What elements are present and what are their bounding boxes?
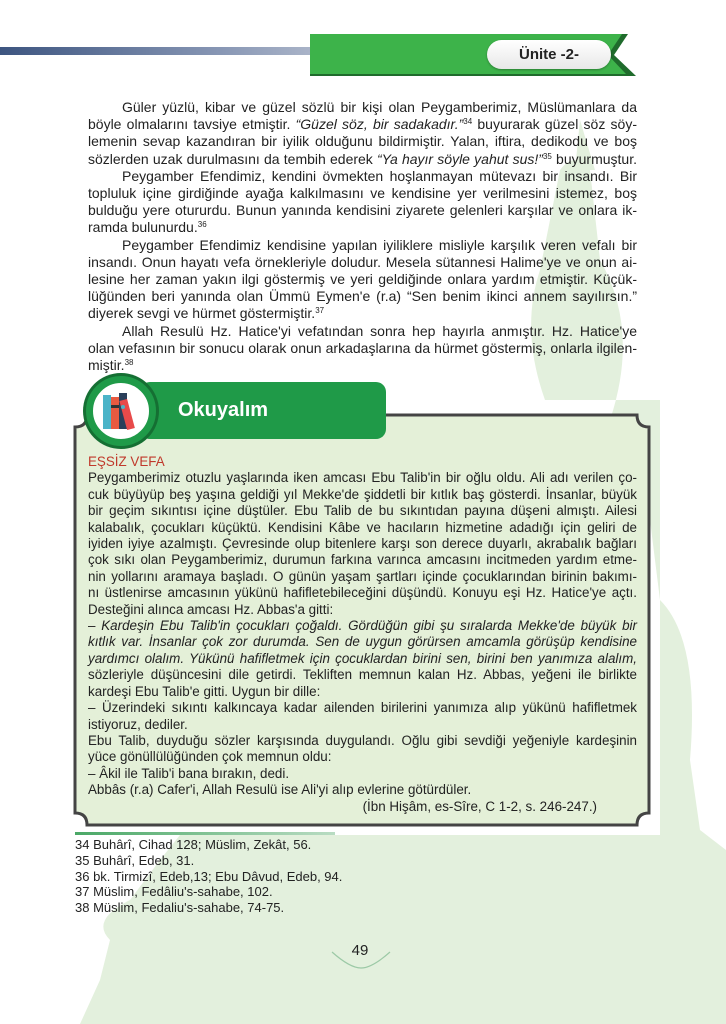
books-icon: [86, 376, 156, 446]
text-line: [88, 733, 637, 749]
text-segment: bir geçim sıkıntısı içine düştüler. Ebu Talib de bu sıkıntıdan payına düşeni almıştı. Ailesi: [88, 503, 637, 519]
text-segment: sözleriyle düşüncesini dile getirdi. Tekliften memnun kalan Hz. Abbas, yeğeni ile birlikte: [88, 667, 637, 683]
text-segment: Peygamber Efendimiz kendisine yapılan iyiliklere misliyle karşılık veren vefalı bir: [122, 236, 637, 253]
text-line: [88, 667, 637, 683]
text-segment: lüğünden beri yanında olan Ümmü Eymen'e (r.a) “Sen benim ikinci annem sayılırsın.”: [88, 288, 637, 305]
text-segment: Abbâs (r.a) Cafer'i, Allah Resulü ise Ali'yi alıp evlerine götürdüler.: [88, 782, 472, 798]
text-segment: buyurmuştur.: [551, 150, 637, 167]
text-line: [88, 536, 637, 552]
text-segment: lesine her zaman yakın ilgi göstermiş ve yeri geldiğinde onlara yardım etmiştir. Küçük-: [88, 271, 637, 288]
text-line: [88, 357, 637, 374]
text-segment: Allah Resulü Hz. Hatice'yi vefatından sonra hep hayırla anmıştır. Hz. Hatice'ye: [122, 322, 637, 339]
footnote-ref: 36: [197, 220, 207, 230]
footnote-ref: 35: [542, 151, 552, 161]
text-segment: kardeşi Ebu Talib'e gitti. Uygun bir dille:: [88, 683, 321, 699]
text-line: [88, 340, 637, 357]
text-line: [88, 185, 637, 202]
text-line: [88, 470, 637, 486]
page-number: 49: [351, 942, 369, 959]
text-line: [88, 700, 637, 716]
text-line: [88, 99, 637, 116]
footnote: 34 Buhârî, Cihad 128; Müslim, Zekât, 56.: [75, 837, 312, 852]
footnote: 35 Buhârî, Edeb, 31.: [75, 852, 195, 868]
text-line: [88, 782, 637, 798]
text-line: [88, 237, 637, 254]
text-line: [88, 323, 637, 340]
footnote-ref: 34: [463, 117, 473, 127]
text-line: [88, 116, 637, 133]
text-segment: çok sıkı olan Peygamberimiz, durumun farkına varınca amcasını incitmeden yardım etme-: [88, 552, 637, 568]
text-segment: cuk büyüyüp beş yaşına geldiği yıl Mekke'de şiddetli bir kıtlık baş gösterdi. İnsanlar, büyük: [88, 486, 637, 502]
text-segment: kalabalık, çocukları küçüktü. Kendisini Kâbe ve hacıların hizmetine adadığı için geliri de: [88, 519, 637, 535]
text-line: [88, 634, 637, 650]
text-segment: nin yollarını aramaya başladı. O günün yaşam şartları içinde çocuklarından birinin bakımı-: [88, 568, 637, 584]
unit-label: Ünite -2-: [487, 40, 611, 69]
text-segment: Ebu Talib, duyduğu sözler karşısında duygulandı. Oğlu gibi sevdiği yeğeniyle kardeşinin: [88, 732, 637, 748]
text-segment: insandı. Onun hayatı vefa örnekleriyle doludur. Mesela sütannesi Halime'ye ve onun ai-: [88, 253, 637, 270]
text-segment: ramda bulunurdu.: [88, 219, 198, 236]
text-segment: “Güzel söz, bir sadakadır.”: [295, 116, 464, 133]
text-segment: olan vefasının bir sonucu olarak onun arkadaşlarına da hürmet göstermiş, onlarla ilgilen-: [88, 339, 637, 356]
text-segment: Güler yüzlü, kibar ve güzel sözlü bir kişi olan Peygamberimiz, Müslümanlara da: [122, 99, 637, 115]
reading-text: [88, 454, 637, 815]
footnote: 37 Müslim, Fedâliu's-sahabe, 102.: [75, 884, 273, 900]
text-segment: buyurarak güzel söz söy-: [472, 116, 637, 133]
text-segment: – Üzerindeki sıkıntı kalkıncaya kadar ailenden birilerini yanımıza alıp yükünü hafifletmek: [88, 700, 637, 716]
text-line: [88, 168, 637, 185]
text-segment: lemenin sevap kazandıran bir iyilik olduğunu bildirmiştir. Yalan, iftira, dedikodu ve boş: [88, 133, 637, 150]
header-line: [0, 47, 312, 55]
text-line: [88, 684, 637, 700]
text-segment: diyerek sevgi ve hürmet göstermiştir.: [88, 305, 316, 322]
text-segment: Kardeşin Ebu Talib'in çocukları çoğaldı. Gördüğün gibi şu sıralarda Mekke'de büyük bir: [101, 618, 637, 634]
text-segment: yüce gönüllülüğünden çok memnun oldu:: [88, 749, 332, 765]
text-line: [88, 552, 637, 568]
text-line: [88, 288, 637, 305]
text-line: [88, 766, 637, 782]
text-segment: Peygamberimiz otuzlu yaşlarında iken amcası Ebu Talib'in bir oğlu oldu. Ali adı verilen ço-: [88, 470, 637, 486]
text-segment: nı üstlenirse amcasının yükünü hafifletebileceğini düşündü. Konuyu eşi Hz. Hatice'ye açtı.: [88, 585, 637, 601]
text-line: [88, 569, 637, 585]
text-segment: Desteğini alınca amcası Hz. Abbas'a gitti:: [88, 601, 334, 617]
text-segment: yardımcı olalım. Yükünü hafifletmek için çocuklardan birini sen, birini ben yanımıza alalım,: [88, 650, 637, 666]
text-segment: istiyoruz, dediler.: [88, 716, 188, 732]
text-segment: “Ya hayır söyle yahut sus!”: [377, 150, 543, 167]
text-line: [88, 487, 637, 503]
text-line: [88, 749, 637, 765]
text-segment: bulduğu yere otururdu. Bunun yanında kendisini ziyarete gelenleri karşılar ve onlara ik-: [88, 202, 637, 219]
main-text: [88, 99, 637, 374]
text-line: [88, 651, 637, 667]
text-segment: (İbn Hişâm, es-Sîre, C 1-2, s. 246-247.): [362, 798, 597, 814]
text-segment: kıtlık var. İnsanlar çok zor durumda. Sen de uygun görürsen amcamla görüşüp kendisine: [88, 634, 637, 650]
text-line: [88, 305, 637, 322]
text-segment: topluluk içine girdiğinde ayağa kalkılmasını ve kendisine yer verilmesini istemez, boş: [88, 185, 637, 202]
text-line: [88, 202, 637, 219]
text-line: [88, 219, 637, 236]
text-segment: miştir.: [88, 357, 125, 374]
footnotes: [75, 837, 342, 916]
footnote: 38 Müslim, Fedaliu's-sahabe, 74-75.: [75, 900, 285, 916]
text-segment: Peygamber Efendimiz, kendini övmekten hoşlanmayan mütevazı bir insandı. Bir: [122, 167, 637, 184]
text-line: [88, 717, 637, 733]
text-line: [88, 618, 637, 634]
text-line: [88, 602, 637, 618]
footnote: 36 bk. Tirmizî, Edeb,13; Ebu Dâvud, Edeb, 94.: [75, 868, 343, 884]
text-segment: sözlerden uzak durulmasını da tembih ederek: [88, 150, 378, 167]
text-line: [88, 133, 637, 150]
footnote-ref: 38: [124, 358, 134, 368]
text-segment: – Âkil ile Talib'i bana bırakın, dedi.: [88, 765, 290, 781]
text-segment: böyle olmalarını tavsiye etmiştir.: [88, 116, 296, 133]
text-line: [88, 271, 637, 288]
text-line: [88, 520, 637, 536]
text-segment: iyiden iyiye azalmıştı. Çevresinde olup bitenlere karşı son derece duyarlı, akrabalık bağları: [88, 536, 637, 552]
text-line: [88, 254, 637, 271]
text-segment: –: [88, 618, 102, 634]
text-line: [88, 151, 637, 168]
text-line: [88, 585, 637, 601]
okuyalim-tab: Okuyalım: [140, 382, 386, 439]
footnote-divider: [75, 832, 335, 835]
page-number-ornament: [330, 950, 392, 972]
reading-title: EŞSİZ VEFA: [88, 454, 165, 469]
text-line: [88, 799, 637, 815]
text-line: [88, 503, 637, 519]
footnote-ref: 37: [315, 306, 325, 316]
